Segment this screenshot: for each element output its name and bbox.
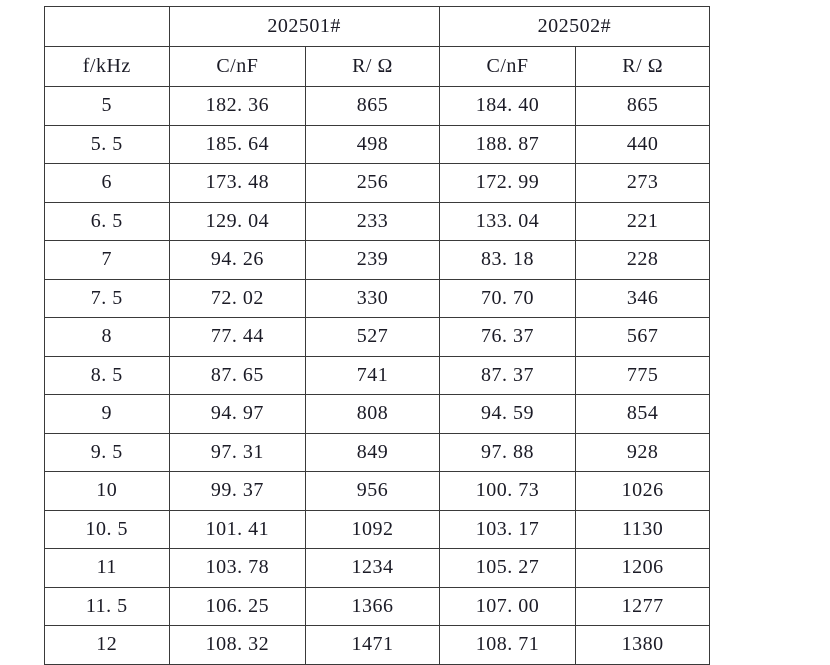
cell-frequency: 10: [45, 472, 170, 511]
group-header-sample-2: 202502#: [439, 7, 709, 47]
cell-resistance-2: 346: [576, 279, 710, 318]
cell-resistance-1: 1092: [306, 510, 440, 549]
cell-capacitance-2: 105. 27: [439, 549, 576, 588]
cell-capacitance-1: 94. 26: [169, 241, 306, 280]
cell-resistance-1: 1471: [306, 626, 440, 665]
cell-capacitance-2: 172. 99: [439, 164, 576, 203]
column-header-capacitance-1: C/nF: [169, 47, 306, 87]
cell-capacitance-2: 83. 18: [439, 241, 576, 280]
table-row: [45, 125, 710, 164]
table-row: [45, 472, 710, 511]
cell-resistance-1: 239: [306, 241, 440, 280]
table-row: [45, 587, 710, 626]
cell-frequency: 12: [45, 626, 170, 665]
cell-frequency: 7. 5: [45, 279, 170, 318]
cell-capacitance-2: 100. 73: [439, 472, 576, 511]
cell-resistance-2: 1380: [576, 626, 710, 665]
cell-resistance-1: 1366: [306, 587, 440, 626]
cell-frequency: 7: [45, 241, 170, 280]
table-row: [45, 202, 710, 241]
cell-frequency: 5: [45, 87, 170, 126]
cell-capacitance-2: 184. 40: [439, 87, 576, 126]
measurement-table-container: [44, 6, 710, 665]
cell-capacitance-1: 129. 04: [169, 202, 306, 241]
cell-resistance-1: 956: [306, 472, 440, 511]
cell-capacitance-2: 103. 17: [439, 510, 576, 549]
table-row: [45, 318, 710, 357]
cell-resistance-1: 233: [306, 202, 440, 241]
table-row: [45, 510, 710, 549]
cell-capacitance-2: 70. 70: [439, 279, 576, 318]
cell-resistance-2: 273: [576, 164, 710, 203]
cell-resistance-2: 1277: [576, 587, 710, 626]
cell-capacitance-1: 182. 36: [169, 87, 306, 126]
cell-capacitance-2: 108. 71: [439, 626, 576, 665]
cell-resistance-1: 527: [306, 318, 440, 357]
group-header-sample-1: 202501#: [169, 7, 439, 47]
cell-capacitance-1: 108. 32: [169, 626, 306, 665]
cell-resistance-1: 1234: [306, 549, 440, 588]
cell-resistance-1: 498: [306, 125, 440, 164]
cell-resistance-2: 228: [576, 241, 710, 280]
table-row: [45, 395, 710, 434]
cell-frequency: 11: [45, 549, 170, 588]
cell-resistance-2: 1026: [576, 472, 710, 511]
table-row: [45, 549, 710, 588]
cell-capacitance-1: 97. 31: [169, 433, 306, 472]
cell-capacitance-1: 185. 64: [169, 125, 306, 164]
cell-capacitance-1: 94. 97: [169, 395, 306, 434]
cell-capacitance-1: 173. 48: [169, 164, 306, 203]
cell-resistance-1: 865: [306, 87, 440, 126]
cell-resistance-2: 854: [576, 395, 710, 434]
cell-capacitance-2: 94. 59: [439, 395, 576, 434]
cell-capacitance-1: 87. 65: [169, 356, 306, 395]
cell-capacitance-2: 87. 37: [439, 356, 576, 395]
cell-capacitance-2: 76. 37: [439, 318, 576, 357]
cell-capacitance-1: 101. 41: [169, 510, 306, 549]
cell-frequency: 11. 5: [45, 587, 170, 626]
cell-resistance-2: 440: [576, 125, 710, 164]
table-row: [45, 164, 710, 203]
cell-frequency: 5. 5: [45, 125, 170, 164]
table-row: [45, 433, 710, 472]
cell-resistance-1: 330: [306, 279, 440, 318]
column-header-row: [45, 47, 710, 87]
cell-resistance-2: 1130: [576, 510, 710, 549]
cell-frequency: 10. 5: [45, 510, 170, 549]
column-header-capacitance-2: C/nF: [439, 47, 576, 87]
cell-capacitance-1: 99. 37: [169, 472, 306, 511]
table-row: [45, 279, 710, 318]
measurement-table: [44, 6, 710, 665]
cell-resistance-2: 1206: [576, 549, 710, 588]
cell-resistance-1: 808: [306, 395, 440, 434]
cell-frequency: 8: [45, 318, 170, 357]
cell-capacitance-1: 106. 25: [169, 587, 306, 626]
group-header-row: [45, 7, 710, 47]
cell-capacitance-1: 72. 02: [169, 279, 306, 318]
cell-resistance-1: 849: [306, 433, 440, 472]
cell-resistance-1: 741: [306, 356, 440, 395]
table-row: [45, 356, 710, 395]
group-header-empty: [45, 7, 170, 47]
cell-frequency: 8. 5: [45, 356, 170, 395]
table-row: [45, 87, 710, 126]
column-header-frequency: f/kHz: [45, 47, 170, 87]
cell-capacitance-1: 103. 78: [169, 549, 306, 588]
cell-resistance-2: 221: [576, 202, 710, 241]
table-row: [45, 241, 710, 280]
column-header-resistance-2: R/ Ω: [576, 47, 710, 87]
cell-resistance-2: 928: [576, 433, 710, 472]
cell-capacitance-1: 77. 44: [169, 318, 306, 357]
cell-capacitance-2: 97. 88: [439, 433, 576, 472]
cell-resistance-2: 865: [576, 87, 710, 126]
cell-capacitance-2: 133. 04: [439, 202, 576, 241]
cell-resistance-2: 567: [576, 318, 710, 357]
cell-frequency: 6: [45, 164, 170, 203]
cell-frequency: 6. 5: [45, 202, 170, 241]
table-row: [45, 626, 710, 665]
cell-resistance-2: 775: [576, 356, 710, 395]
column-header-resistance-1: R/ Ω: [306, 47, 440, 87]
cell-capacitance-2: 188. 87: [439, 125, 576, 164]
cell-resistance-1: 256: [306, 164, 440, 203]
cell-frequency: 9: [45, 395, 170, 434]
cell-capacitance-2: 107. 00: [439, 587, 576, 626]
cell-frequency: 9. 5: [45, 433, 170, 472]
